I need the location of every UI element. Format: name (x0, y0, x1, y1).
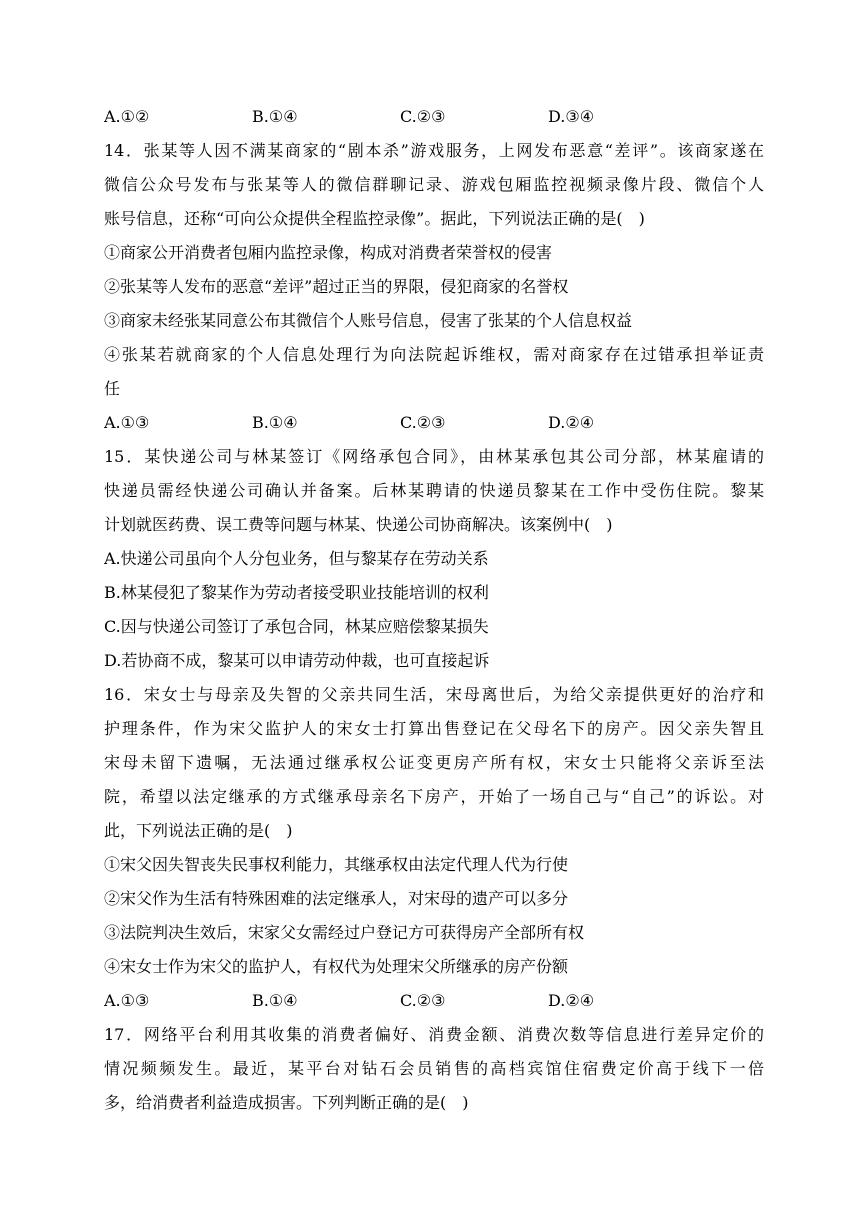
q17-stem-line-2: 情况频频发生。最近，某平台对钻石会员销售的高档宾馆住宿费定价高于线下一倍 (104, 1059, 764, 1078)
q16-item-1: ①宋父因失智丧失民事权利能力，其继承权由法定代理人代为行使 (104, 855, 569, 874)
document-body (104, 100, 764, 1120)
q16-stem-line-3: 宋母未留下遗嘱，无法通过继承权公证变更房产所有权，宋女士只能将父亲诉至法 (104, 753, 764, 772)
option-c: C.②③ (400, 991, 446, 1010)
q15-option-b: B.林某侵犯了黎某作为劳动者接受职业技能培训的权利 (104, 583, 489, 602)
option-c: C.②③ (400, 413, 446, 432)
q14-stem-line-1: 14．张某等人因不满某商家的“剧本杀”游戏服务，上网发布恶意“差评”。该商家遂在 (104, 141, 764, 160)
option-a: A.①③ (104, 991, 150, 1010)
q15-option-c: C.因与快递公司签订了承包合同，林某应赔偿黎某损失 (104, 617, 489, 636)
q16-stem-line-1: 16．宋女士与母亲及失智的父亲共同生活，宋母离世后，为给父亲提供更好的治疗和 (104, 685, 764, 704)
q15-stem-line-1: 15．某快递公司与林某签订《网络承包合同》，由林某承包其公司分部，林某雇请的 (104, 447, 764, 466)
option-d: D.②④ (548, 413, 595, 432)
q15-option-a: A.快递公司虽向个人分包业务，但与黎某存在劳动关系 (104, 549, 489, 568)
q14-item-3: ③商家未经张某同意公布其微信个人账号信息，侵害了张某的个人信息权益 (104, 311, 633, 330)
option-b: B.①④ (252, 413, 298, 432)
option-d: D.②④ (548, 991, 595, 1010)
option-a: A.①② (104, 107, 150, 126)
q16-stem-line-4: 院，希望以法定继承的方式继承母亲名下房产，开始了一场自己与“自己”的诉讼。对 (104, 787, 764, 806)
q14-item-2: ②张某等人发布的恶意“差评”超过正当的界限，侵犯商家的名誉权 (104, 277, 569, 296)
q17-stem-line-1: 17．网络平台利用其收集的消费者偏好、消费金额、消费次数等信息进行差异定价的 (104, 1025, 764, 1044)
option-c: C.②③ (400, 107, 446, 126)
q13-answer-options (104, 100, 764, 134)
q15-stem-line-2: 快递员需经快递公司确认并备案。后林某聘请的快递员黎某在工作中受伤住院。黎某 (104, 481, 764, 500)
q14-stem-line-3: 账号信息，还称“可向公众提供全程监控录像”。据此，下列说法正确的是( ) (104, 209, 645, 228)
q14-item-1: ①商家公开消费者包厢内监控录像，构成对消费者荣誉权的侵害 (104, 243, 553, 262)
option-b: B.①④ (252, 107, 298, 126)
q14-item-4: ④张某若就商家的个人信息处理行为向法院起诉维权，需对商家存在过错承担举证责 (104, 345, 764, 364)
q15-stem-line-3: 计划就医药费、误工费等问题与林某、快递公司协商解决。该案例中( ) (104, 515, 613, 534)
option-d: D.③④ (548, 107, 595, 126)
q16-item-3: ③法院判决生效后，宋家父女需经过户登记方可获得房产全部所有权 (104, 923, 585, 942)
option-b: B.①④ (252, 991, 298, 1010)
q17-stem-line-3: 多，给消费者利益造成损害。下列判断正确的是( ) (104, 1093, 469, 1112)
q14-item-4-cont: 任 (104, 379, 121, 398)
q14-stem-line-2: 微信公众号发布与张某等人的微信群聊记录、游戏包厢监控视频录像片段、微信个人 (104, 175, 764, 194)
q16-answer-options (104, 984, 764, 1018)
q15-option-d: D.若协商不成，黎某可以申请劳动仲裁，也可直接起诉 (104, 651, 490, 670)
q16-stem-line-2: 护理条件，作为宋父监护人的宋女士打算出售登记在父母名下的房产。因父亲失智且 (104, 719, 764, 738)
option-a: A.①③ (104, 413, 150, 432)
q16-item-2: ②宋父作为生活有特殊困难的法定继承人，对宋母的遗产可以多分 (104, 889, 569, 908)
q16-item-4: ④宋女士作为宋父的监护人，有权代为处理宋父所继承的房产份额 (104, 957, 569, 976)
q16-stem-line-5: 此，下列说法正确的是( ) (104, 821, 293, 840)
q14-answer-options (104, 406, 764, 440)
